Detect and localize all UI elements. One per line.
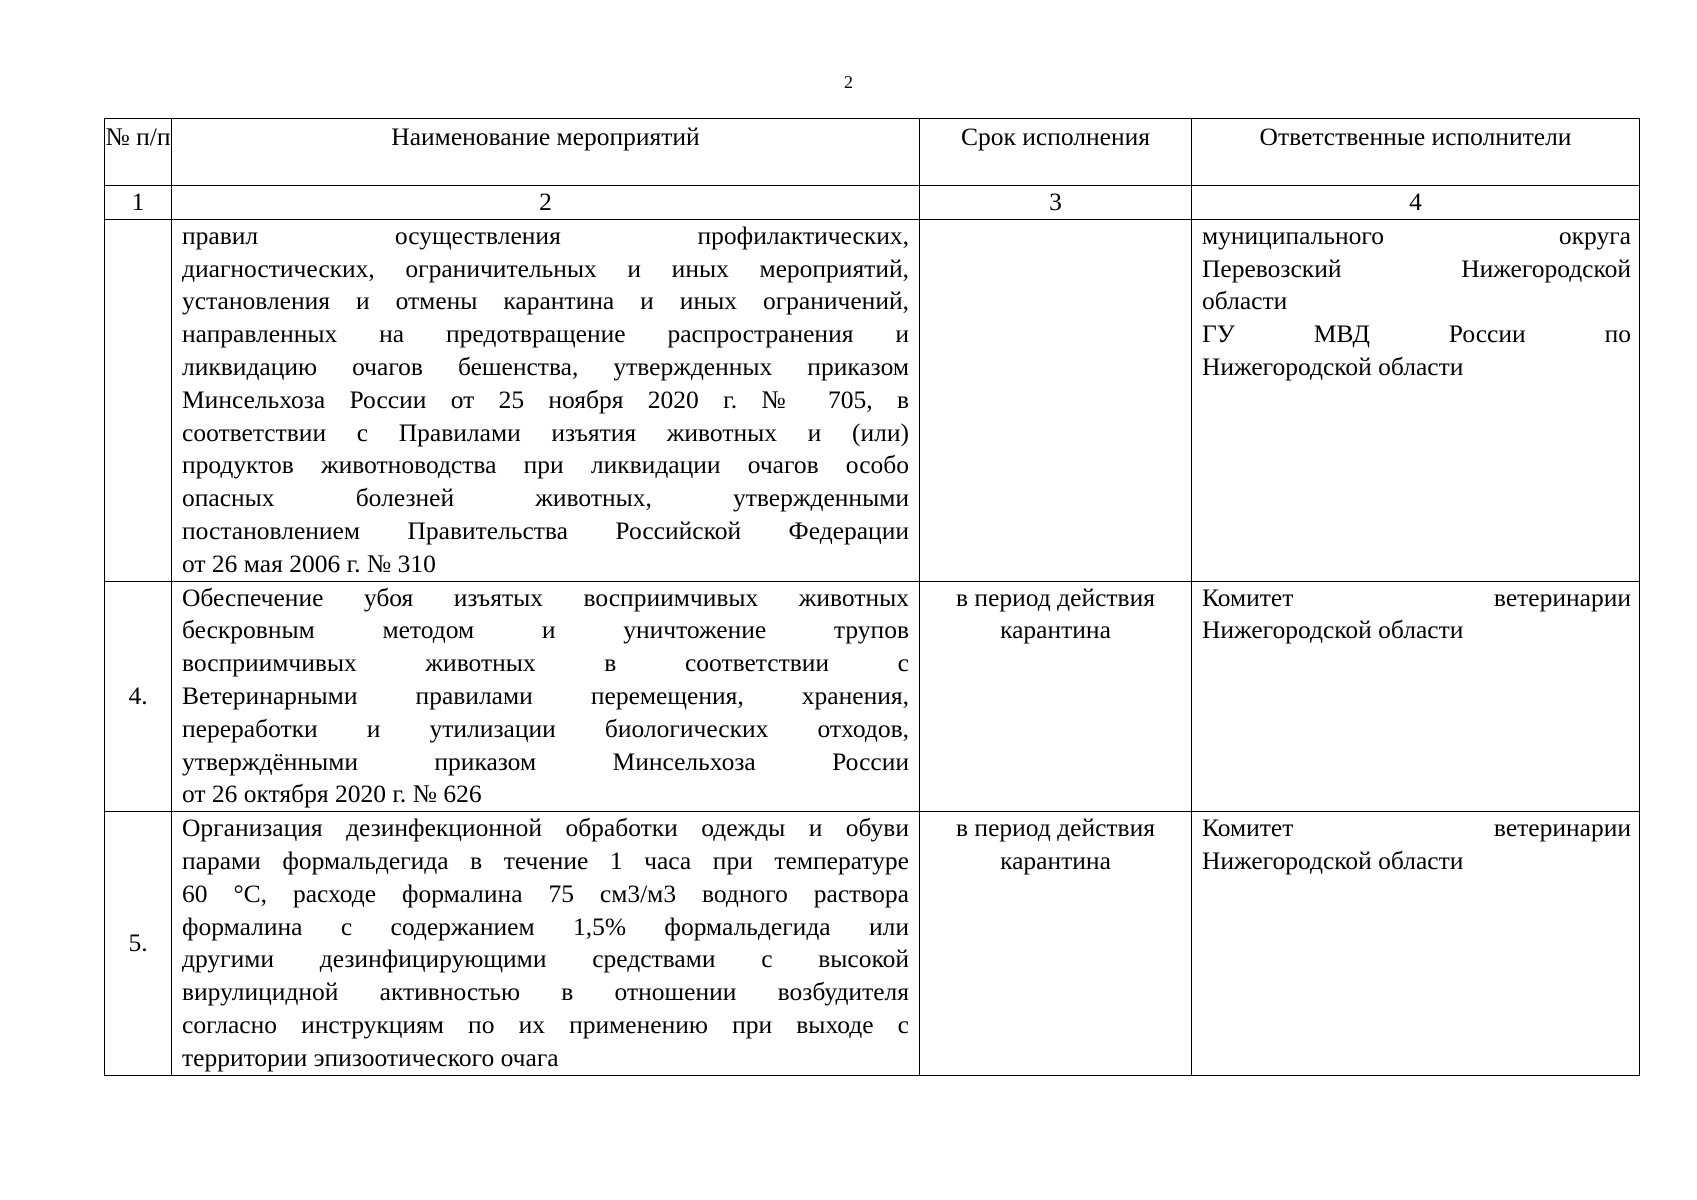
header-num: № п/п	[105, 119, 172, 186]
measure-name-line: правил осуществления профилактических,	[182, 220, 909, 250]
column-index: 2	[172, 186, 920, 220]
table-row	[105, 219, 1640, 581]
measure-name	[172, 219, 920, 581]
measure-name-line: согласно инструкциям по их применению при выходе с	[182, 1009, 909, 1039]
measure-name-line: парами формальдегида в течение 1 часа при температуре	[182, 845, 909, 875]
measure-name-line: соответствии с Правилами изъятия животных и (или)	[182, 417, 909, 447]
row-number	[105, 219, 172, 581]
column-index-row	[105, 186, 1640, 220]
execution-term	[920, 219, 1192, 581]
responsible-line: Нижегородской области	[1202, 845, 1464, 875]
measure-name-line: вирулицидной активностью в отношении возбудителя	[182, 977, 909, 1007]
responsible-line: Нижегородской области	[1202, 351, 1464, 381]
measure-name-line: продуктов животноводства при ликвидации очагов особо	[182, 450, 909, 480]
measure-name	[172, 581, 920, 812]
measure-name-line: 60 °С, расходе формалина 75 см3/м3 водного раствора	[182, 878, 909, 908]
row-number: 4.	[105, 581, 172, 812]
header-name: Наименование мероприятий	[172, 119, 920, 186]
measure-name-line: восприимчивых животных в соответствии с	[182, 648, 909, 678]
measure-name-line: Обеспечение убоя изъятых восприимчивых животных	[182, 582, 909, 612]
measure-name-line: постановлением Правительства Российской Федерации	[182, 515, 909, 545]
measure-name-line: бескровным методом и уничтожение трупов	[182, 615, 909, 645]
responsible-line: муниципального округа	[1202, 220, 1631, 250]
responsible-executors	[1192, 581, 1640, 812]
header-term: Срок исполнения	[920, 119, 1192, 186]
execution-term: в период действия карантина	[920, 812, 1192, 1075]
measure-name-line: ликвидацию очагов бешенства, утвержденных приказом	[182, 351, 909, 381]
responsible-line: области	[1202, 286, 1288, 316]
responsible-line: Перевозский Нижегородской	[1202, 253, 1631, 283]
measure-name-line: направленных на предотвращение распространения и	[182, 319, 909, 349]
measure-name-line: от 26 октября 2020 г. № 626	[182, 779, 482, 809]
measure-name-line: Минсельхоза России от 25 ноября 2020 г. № 705, в	[182, 384, 909, 414]
measure-name-line: установления и отмены карантина и иных ограничений,	[182, 286, 909, 316]
measure-name	[172, 812, 920, 1075]
row-number: 5.	[105, 812, 172, 1075]
responsible-line: Нижегородской области	[1202, 615, 1464, 645]
measure-name-line: Ветеринарными правилами перемещения, хранения,	[182, 680, 909, 710]
measure-name-line: переработки и утилизации биологических отходов,	[182, 713, 909, 743]
table-row	[105, 581, 1640, 812]
measure-name-line: опасных болезней животных, утвержденными	[182, 483, 909, 513]
measure-name-line: диагностических, ограничительных и иных мероприятий,	[182, 253, 909, 283]
execution-term: в период действия карантина	[920, 581, 1192, 812]
page-number: 2	[844, 72, 853, 92]
column-index: 3	[920, 186, 1192, 220]
table-header-row	[105, 119, 1640, 186]
header-responsible: Ответственные исполнители	[1192, 119, 1640, 186]
table-row	[105, 812, 1640, 1075]
responsible-executors	[1192, 812, 1640, 1075]
column-index: 1	[105, 186, 172, 220]
column-index: 4	[1192, 186, 1640, 220]
measures-table	[104, 118, 1640, 1076]
measure-name-line: от 26 мая 2006 г. № 310	[182, 548, 436, 578]
measure-name-line: Организация дезинфекционной обработки одежды и обуви	[182, 813, 909, 843]
measure-name-line: утверждёнными приказом Минсельхоза России	[182, 746, 909, 776]
responsible-line: Комитет ветеринарии	[1202, 582, 1631, 612]
responsible-line: Комитет ветеринарии	[1202, 813, 1631, 843]
responsible-line: ГУ МВД России по	[1202, 319, 1631, 349]
measure-name-line: другими дезинфицирующими средствами с высокой	[182, 944, 909, 974]
measure-name-line: формалина с содержанием 1,5% формальдегида или	[182, 911, 909, 941]
measure-name-line: территории эпизоотического очага	[182, 1042, 559, 1072]
responsible-executors	[1192, 219, 1640, 581]
